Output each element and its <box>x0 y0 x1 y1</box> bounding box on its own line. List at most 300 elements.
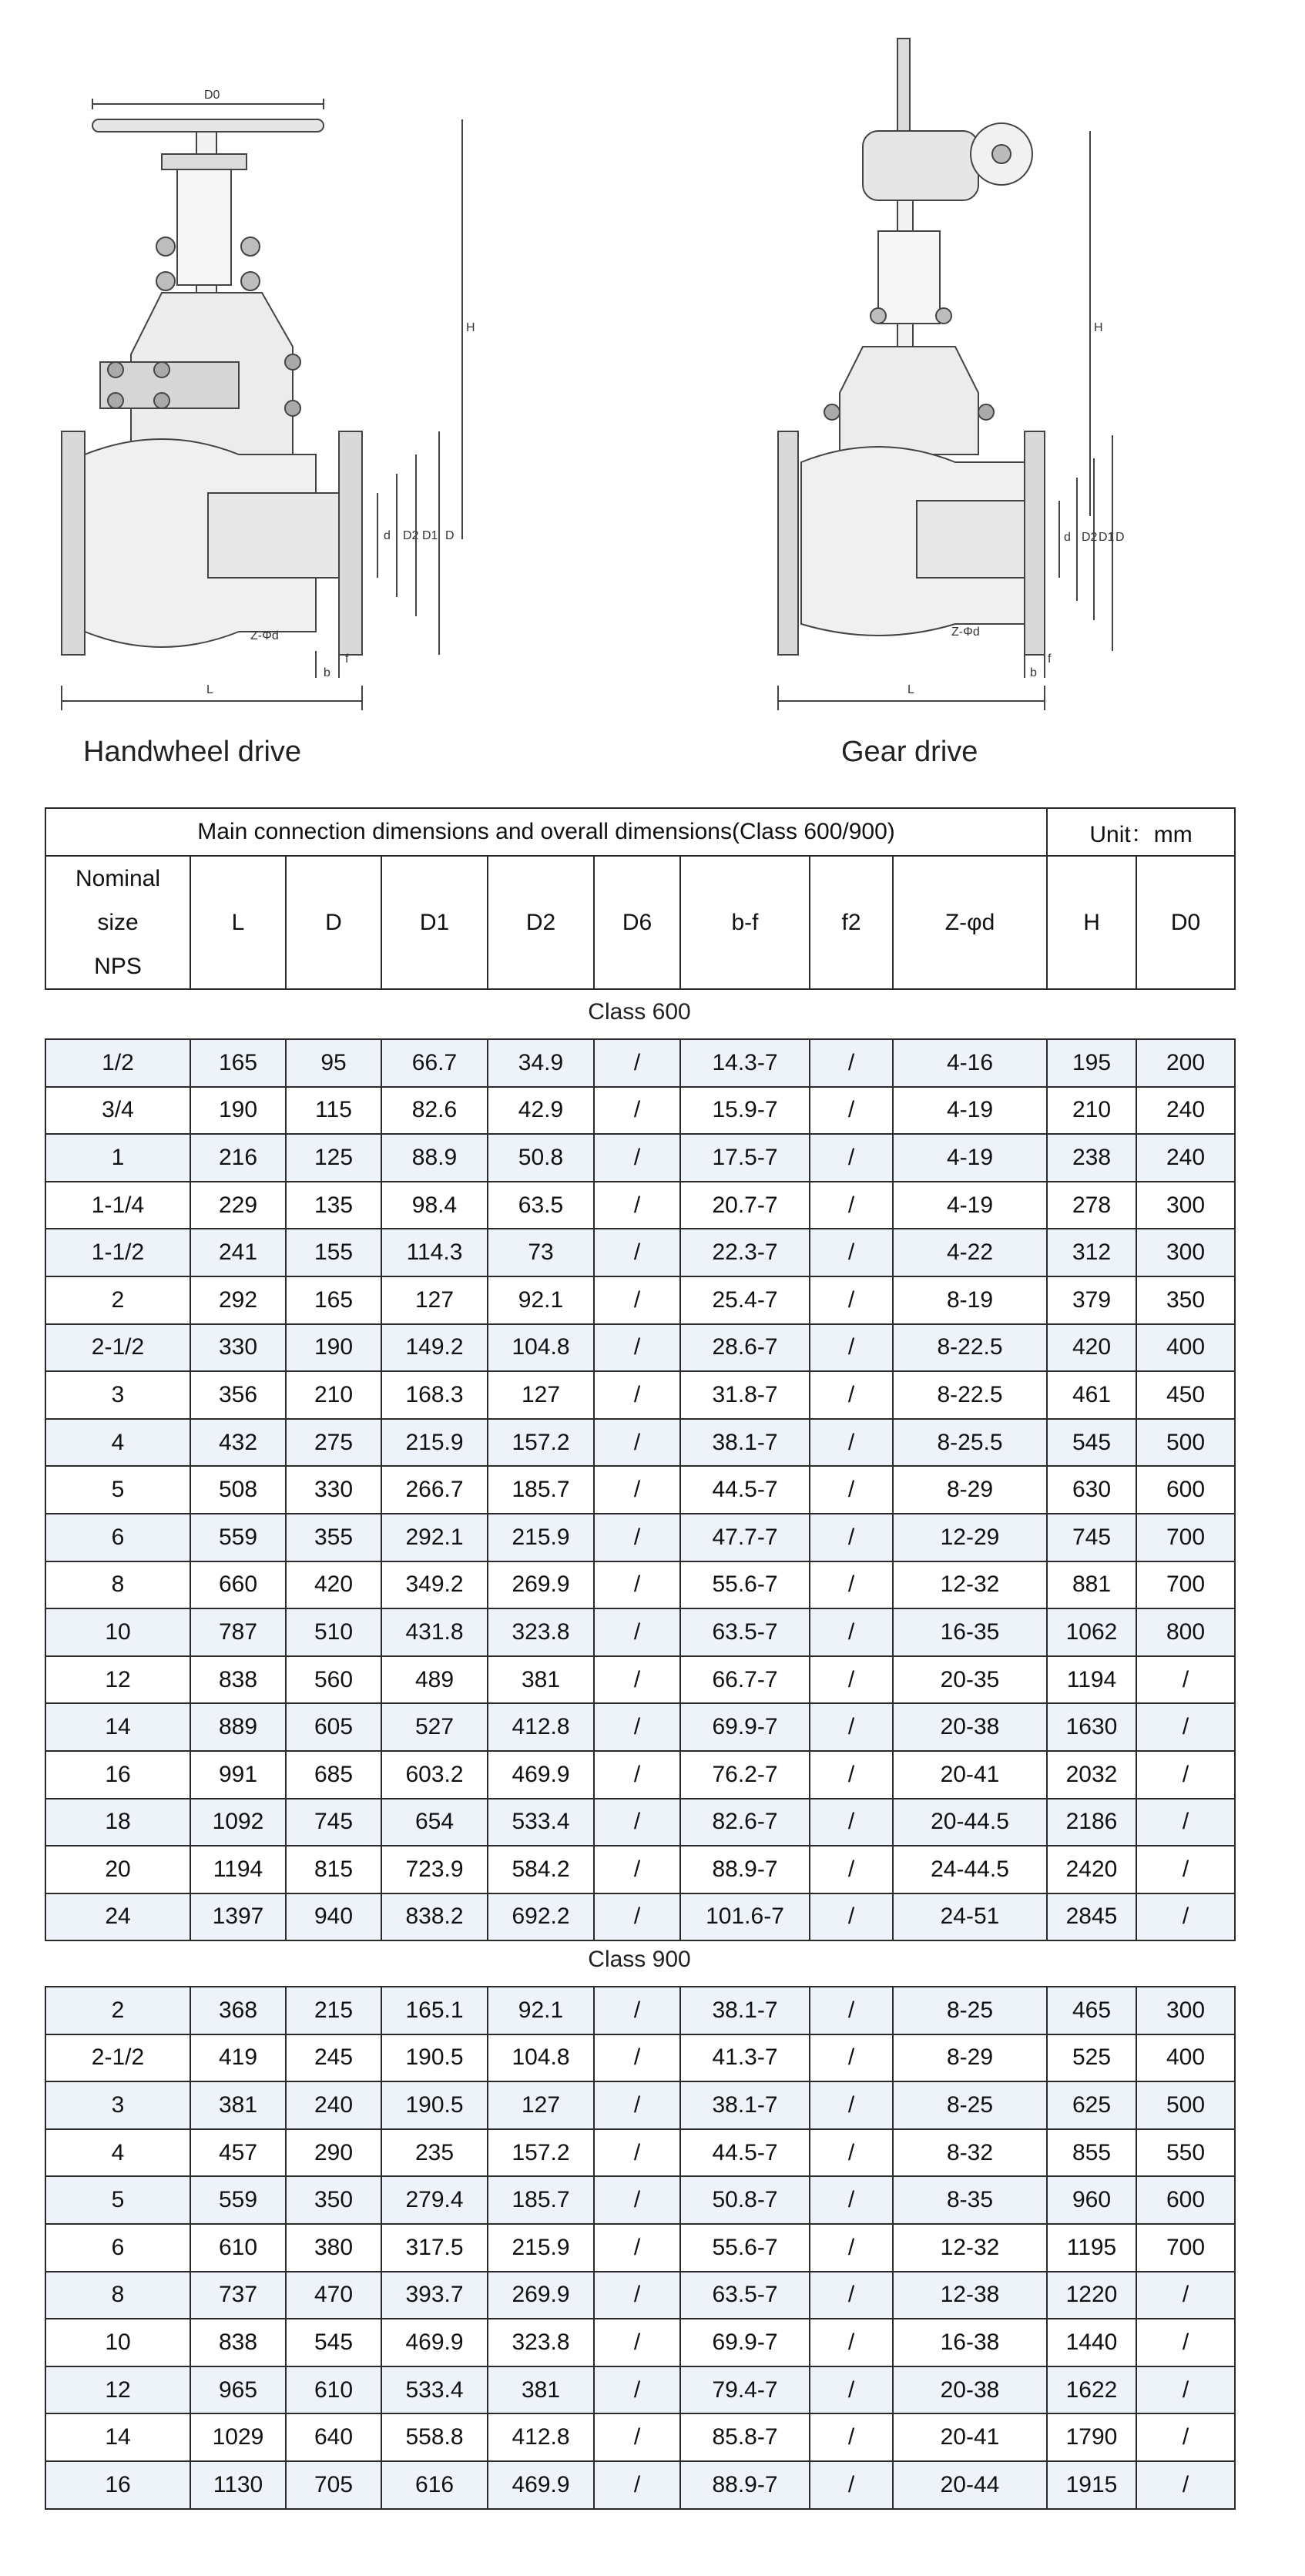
table-cell: 235 <box>381 2129 488 2177</box>
table-cell: 323.8 <box>488 2319 594 2366</box>
table-cell: 625 <box>1047 2081 1136 2129</box>
table-cell: 63.5-7 <box>680 2272 810 2319</box>
table-cell: 533.4 <box>381 2366 488 2414</box>
table-cell: / <box>1136 1893 1235 1941</box>
table-cell: / <box>810 2129 893 2177</box>
table-cell: 560 <box>286 1656 381 1704</box>
table-cell: 545 <box>1047 1419 1136 1467</box>
table-cell: 2-1/2 <box>45 2034 190 2082</box>
table-cell: 16 <box>45 1751 190 1799</box>
handwheel-drive-drawing <box>46 23 478 716</box>
column-header-d1: D1 <box>381 856 488 989</box>
table-cell: 38.1-7 <box>680 2081 810 2129</box>
table-row <box>45 2366 1235 2414</box>
table-cell: 510 <box>286 1608 381 1656</box>
table-cell: 550 <box>1136 2129 1235 2177</box>
table-cell: 20-44 <box>893 2461 1047 2509</box>
table-cell: 12 <box>45 1656 190 1704</box>
table-cell: 38.1-7 <box>680 1987 810 2034</box>
table-cell: 545 <box>286 2319 381 2366</box>
table-cell: 889 <box>190 1703 286 1751</box>
dim-d1-label: D1 <box>422 529 438 542</box>
table-row <box>45 1561 1235 1609</box>
table-cell: 787 <box>190 1608 286 1656</box>
table-cell: 6 <box>45 2224 190 2272</box>
table-cell: / <box>810 1229 893 1276</box>
table-cell: 44.5-7 <box>680 2129 810 2177</box>
dim-b-label: b <box>1030 666 1037 679</box>
table-cell: / <box>594 1561 680 1609</box>
table-cell: / <box>594 1229 680 1276</box>
table-cell: 705 <box>286 2461 381 2509</box>
table-cell: 82.6-7 <box>680 1799 810 1846</box>
table-cell: 380 <box>286 2224 381 2272</box>
table-cell: / <box>810 1703 893 1751</box>
table-cell: 157.2 <box>488 2129 594 2177</box>
table-cell: / <box>810 1419 893 1467</box>
table-cell: / <box>594 2461 680 2509</box>
table-row <box>45 1419 1235 1467</box>
table-cell: 12-29 <box>893 1514 1047 1561</box>
table-cell: 1194 <box>1047 1656 1136 1704</box>
table-cell: 10 <box>45 2319 190 2366</box>
table-cell: 20-41 <box>893 2413 1047 2461</box>
table-row <box>45 1751 1235 1799</box>
table-cell: 1092 <box>190 1799 286 1846</box>
table-cell: 4 <box>45 2129 190 2177</box>
table-cell: 14.3-7 <box>680 1039 810 1087</box>
table-cell: 630 <box>1047 1466 1136 1514</box>
dim-d-label: d <box>1064 531 1071 544</box>
column-header-f2: f2 <box>810 856 893 989</box>
table-cell: 368 <box>190 1987 286 2034</box>
table-cell: 115 <box>286 1087 381 1135</box>
table-cell: 12-32 <box>893 1561 1047 1609</box>
table-cell: / <box>594 1182 680 1229</box>
table-row <box>45 1608 1235 1656</box>
table-cell: / <box>1136 1846 1235 1893</box>
table-cell: 4-19 <box>893 1087 1047 1135</box>
table-cell: / <box>594 1799 680 1846</box>
table-row <box>45 1039 1235 1087</box>
table-cell: 210 <box>286 1371 381 1419</box>
table-cell: 10 <box>45 1608 190 1656</box>
table-row <box>45 1987 1235 2034</box>
table-cell: 50.8-7 <box>680 2176 810 2224</box>
table-cell: 700 <box>1136 1561 1235 1609</box>
table-cell: 1130 <box>190 2461 286 2509</box>
table-cell: 16 <box>45 2461 190 2509</box>
table-cell: 312 <box>1047 1229 1136 1276</box>
table-cell: 432 <box>190 1419 286 1467</box>
dim-d-outer-label: D <box>1115 531 1125 544</box>
dim-f-label: f <box>345 652 349 666</box>
table-cell: 47.7-7 <box>680 1514 810 1561</box>
table-cell: 379 <box>1047 1276 1136 1324</box>
table-cell: 1194 <box>190 1846 286 1893</box>
table-cell: 605 <box>286 1703 381 1751</box>
table-cell: 660 <box>190 1561 286 1609</box>
table-row <box>45 2129 1235 2177</box>
table-cell: / <box>810 1514 893 1561</box>
table-cell: 292 <box>190 1276 286 1324</box>
table-cell: 101.6-7 <box>680 1893 810 1941</box>
table-cell: / <box>810 1799 893 1846</box>
table-row <box>45 2176 1235 2224</box>
table-cell: 20-41 <box>893 1751 1047 1799</box>
table-row <box>45 1182 1235 1229</box>
table-cell: 815 <box>286 1846 381 1893</box>
column-header-d0: D0 <box>1136 856 1235 989</box>
table-cell: 559 <box>190 2176 286 2224</box>
table-cell: 610 <box>286 2366 381 2414</box>
table-cell: 330 <box>286 1466 381 1514</box>
table-cell: 229 <box>190 1182 286 1229</box>
table-cell: 965 <box>190 2366 286 2414</box>
class-900-table <box>45 1986 1236 2510</box>
table-cell: 85.8-7 <box>680 2413 810 2461</box>
table-cell: 723.9 <box>381 1846 488 1893</box>
table-cell: 31.8-7 <box>680 1371 810 1419</box>
table-cell: 165.1 <box>381 1987 488 2034</box>
table-cell: / <box>594 2034 680 2082</box>
dim-d-outer-label: D <box>445 529 455 542</box>
table-cell: 317.5 <box>381 2224 488 2272</box>
table-cell: 465 <box>1047 1987 1136 2034</box>
table-cell: 190.5 <box>381 2081 488 2129</box>
dim-d2-label: D2 <box>403 529 419 542</box>
table-row <box>45 2081 1235 2129</box>
column-header-d: D <box>286 856 381 989</box>
table-cell: 2-1/2 <box>45 1324 190 1372</box>
table-cell: / <box>1136 1799 1235 1846</box>
table-cell: 300 <box>1136 1182 1235 1229</box>
table-cell: 8-35 <box>893 2176 1047 2224</box>
table-cell: / <box>810 1039 893 1087</box>
column-header-z-phid: Z-φd <box>893 856 1047 989</box>
table-cell: 1220 <box>1047 2272 1136 2319</box>
table-cell: 127 <box>381 1276 488 1324</box>
table-cell: 457 <box>190 2129 286 2177</box>
table-cell: 300 <box>1136 1229 1235 1276</box>
table-cell: 1-1/2 <box>45 1229 190 1276</box>
table-cell: 20 <box>45 1846 190 1893</box>
table-cell: 350 <box>286 2176 381 2224</box>
table-cell: 216 <box>190 1134 286 1182</box>
table-cell: 2186 <box>1047 1799 1136 1846</box>
class-600-label: Class 600 <box>588 999 691 1025</box>
table-row <box>45 2413 1235 2461</box>
table-cell: 3/4 <box>45 1087 190 1135</box>
table-cell: 155 <box>286 1229 381 1276</box>
table-cell: / <box>594 2224 680 2272</box>
table-cell: 165 <box>286 1276 381 1324</box>
table-cell: 275 <box>286 1419 381 1467</box>
table-cell: 69.9-7 <box>680 2319 810 2366</box>
table-title: Main connection dimensions and overall dimensions(Class 600/900) <box>45 808 1047 856</box>
table-cell: 215.9 <box>381 1419 488 1467</box>
table-cell: / <box>810 2319 893 2366</box>
table-cell: 8-22.5 <box>893 1371 1047 1419</box>
table-cell: / <box>810 2413 893 2461</box>
table-cell: 34.9 <box>488 1039 594 1087</box>
table-cell: 400 <box>1136 2034 1235 2082</box>
table-cell: 610 <box>190 2224 286 2272</box>
table-cell: 18 <box>45 1799 190 1846</box>
column-header-l: L <box>190 856 286 989</box>
table-cell: 737 <box>190 2272 286 2319</box>
table-cell: / <box>594 1466 680 1514</box>
table-cell: 104.8 <box>488 2034 594 2082</box>
table-cell: 24-51 <box>893 1893 1047 1941</box>
table-cell: / <box>1136 2272 1235 2319</box>
table-cell: 500 <box>1136 1419 1235 1467</box>
dim-d-label: d <box>384 529 391 542</box>
table-cell: 381 <box>488 1656 594 1704</box>
table-cell: 22.3-7 <box>680 1229 810 1276</box>
table-cell: 1630 <box>1047 1703 1136 1751</box>
table-cell: / <box>1136 1751 1235 1799</box>
table-cell: 654 <box>381 1799 488 1846</box>
table-cell: 489 <box>381 1656 488 1704</box>
table-cell: 2420 <box>1047 1846 1136 1893</box>
table-cell: / <box>594 1087 680 1135</box>
gear-drive-caption: Gear drive <box>841 736 978 768</box>
table-cell: 185.7 <box>488 2176 594 2224</box>
table-cell: 400 <box>1136 1324 1235 1372</box>
table-cell: 8-29 <box>893 2034 1047 2082</box>
table-cell: / <box>1136 1656 1235 1704</box>
table-cell: 5 <box>45 2176 190 2224</box>
table-row <box>45 1703 1235 1751</box>
table-cell: 420 <box>1047 1324 1136 1372</box>
table-cell: 881 <box>1047 1561 1136 1609</box>
table-cell: / <box>810 1466 893 1514</box>
table-cell: 44.5-7 <box>680 1466 810 1514</box>
table-cell: 28.6-7 <box>680 1324 810 1372</box>
table-cell: 960 <box>1047 2176 1136 2224</box>
table-row <box>45 2319 1235 2366</box>
table-cell: / <box>810 1276 893 1324</box>
dim-l-label: L <box>907 683 914 696</box>
table-cell: 700 <box>1136 2224 1235 2272</box>
table-cell: 127 <box>488 1371 594 1419</box>
table-cell: 640 <box>286 2413 381 2461</box>
table-cell: 8-32 <box>893 2129 1047 2177</box>
table-cell: 8-25.5 <box>893 1419 1047 1467</box>
table-cell: 63.5 <box>488 1182 594 1229</box>
dim-h-label: H <box>466 321 475 334</box>
table-cell: 38.1-7 <box>680 1419 810 1467</box>
table-cell: 195 <box>1047 1039 1136 1087</box>
table-cell: 157.2 <box>488 1419 594 1467</box>
table-cell: 4-19 <box>893 1182 1047 1229</box>
table-cell: 469.9 <box>488 2461 594 2509</box>
table-cell: 76.2-7 <box>680 1751 810 1799</box>
table-cell: 279.4 <box>381 2176 488 2224</box>
table-cell: 55.6-7 <box>680 2224 810 2272</box>
table-cell: / <box>810 1656 893 1704</box>
table-cell: 855 <box>1047 2129 1136 2177</box>
table-cell: 2 <box>45 1276 190 1324</box>
table-cell: 215.9 <box>488 1514 594 1561</box>
column-header-h: H <box>1047 856 1136 989</box>
table-cell: / <box>810 1987 893 2034</box>
table-cell: / <box>810 1371 893 1419</box>
table-cell: / <box>594 1419 680 1467</box>
table-cell: 1440 <box>1047 2319 1136 2366</box>
table-cell: / <box>1136 2461 1235 2509</box>
table-cell: 2032 <box>1047 1751 1136 1799</box>
table-cell: 525 <box>1047 2034 1136 2082</box>
table-cell: 8-19 <box>893 1276 1047 1324</box>
table-cell: 500 <box>1136 2081 1235 2129</box>
column-header-nps <box>45 856 190 989</box>
table-cell: / <box>594 1371 680 1419</box>
table-cell: 838.2 <box>381 1893 488 1941</box>
table-cell: / <box>594 2081 680 2129</box>
table-row <box>45 2461 1235 2509</box>
table-cell: 14 <box>45 1703 190 1751</box>
table-cell: 469.9 <box>381 2319 488 2366</box>
table-cell: 3 <box>45 1371 190 1419</box>
table-cell: / <box>1136 1703 1235 1751</box>
table-cell: 4-22 <box>893 1229 1047 1276</box>
gear-drive-drawing <box>770 23 1125 716</box>
nps-line: Nominal <box>75 866 161 891</box>
table-cell: / <box>810 1324 893 1372</box>
table-cell: 412.8 <box>488 1703 594 1751</box>
table-row <box>45 1893 1235 1941</box>
table-cell: 1195 <box>1047 2224 1136 2272</box>
table-cell: 461 <box>1047 1371 1136 1419</box>
table-cell: 4-16 <box>893 1039 1047 1087</box>
table-cell: 95 <box>286 1039 381 1087</box>
table-cell: 8 <box>45 1561 190 1609</box>
table-cell: 692.2 <box>488 1893 594 1941</box>
table-cell: 69.9-7 <box>680 1703 810 1751</box>
table-cell: 50.8 <box>488 1134 594 1182</box>
table-cell: 356 <box>190 1371 286 1419</box>
table-cell: 12-38 <box>893 2272 1047 2319</box>
table-cell: / <box>810 2272 893 2319</box>
table-cell: / <box>594 1751 680 1799</box>
table-cell: 14 <box>45 2413 190 2461</box>
table-cell: 125 <box>286 1134 381 1182</box>
nps-line: NPS <box>94 954 142 979</box>
table-cell: 838 <box>190 2319 286 2366</box>
table-cell: / <box>594 1324 680 1372</box>
table-cell: 266.7 <box>381 1466 488 1514</box>
table-cell: 20-44.5 <box>893 1799 1047 1846</box>
table-cell: 98.4 <box>381 1182 488 1229</box>
table-cell: 12-32 <box>893 2224 1047 2272</box>
table-cell: 210 <box>1047 1087 1136 1135</box>
table-cell: 16-35 <box>893 1608 1047 1656</box>
table-cell: / <box>810 1182 893 1229</box>
table-cell: / <box>1136 2413 1235 2461</box>
table-cell: 12 <box>45 2366 190 2414</box>
dim-l-label: L <box>206 683 213 696</box>
table-cell: 1397 <box>190 1893 286 1941</box>
table-cell: 278 <box>1047 1182 1136 1229</box>
dim-h-label: H <box>1094 321 1103 334</box>
table-cell: 238 <box>1047 1134 1136 1182</box>
table-cell: 600 <box>1136 1466 1235 1514</box>
table-cell: 8 <box>45 2272 190 2319</box>
table-cell: 17.5-7 <box>680 1134 810 1182</box>
table-cell: / <box>594 1846 680 1893</box>
table-cell: 25.4-7 <box>680 1276 810 1324</box>
column-header-d6: D6 <box>594 856 680 989</box>
table-cell: 149.2 <box>381 1324 488 1372</box>
table-cell: 1029 <box>190 2413 286 2461</box>
table-cell: 104.8 <box>488 1324 594 1372</box>
table-cell: / <box>594 2366 680 2414</box>
table-cell: 240 <box>286 2081 381 2129</box>
table-cell: 42.9 <box>488 1087 594 1135</box>
table-cell: 73 <box>488 1229 594 1276</box>
class-600-table <box>45 1038 1236 1941</box>
dim-d0-label: D0 <box>204 89 220 102</box>
table-cell: 66.7 <box>381 1039 488 1087</box>
table-cell: 381 <box>488 2366 594 2414</box>
table-cell: 20-38 <box>893 1703 1047 1751</box>
table-cell: 1915 <box>1047 2461 1136 2509</box>
table-row <box>45 2224 1235 2272</box>
table-cell: / <box>810 2081 893 2129</box>
table-cell: 1/2 <box>45 1039 190 1087</box>
table-cell: 412.8 <box>488 2413 594 2461</box>
table-cell: 1622 <box>1047 2366 1136 2414</box>
dim-zphid-label: Z-Φd <box>250 629 279 642</box>
table-row <box>45 1087 1235 1135</box>
table-cell: / <box>810 1134 893 1182</box>
table-cell: / <box>810 2224 893 2272</box>
table-cell: 8-25 <box>893 1987 1047 2034</box>
dimensions-table-header <box>45 807 1236 990</box>
dim-d2-label: D2 <box>1082 531 1098 544</box>
table-cell: 88.9-7 <box>680 1846 810 1893</box>
table-cell: 838 <box>190 1656 286 1704</box>
table-cell: 240 <box>1136 1134 1235 1182</box>
table-cell: 323.8 <box>488 1608 594 1656</box>
table-cell: 190 <box>286 1324 381 1372</box>
table-cell: / <box>810 1893 893 1941</box>
table-row <box>45 1466 1235 1514</box>
table-cell: 8-29 <box>893 1466 1047 1514</box>
table-cell: 88.9-7 <box>680 2461 810 2509</box>
table-cell: 24 <box>45 1893 190 1941</box>
table-cell: / <box>594 1276 680 1324</box>
table-cell: / <box>810 1846 893 1893</box>
table-cell: 1790 <box>1047 2413 1136 2461</box>
table-cell: 330 <box>190 1324 286 1372</box>
table-cell: 745 <box>1047 1514 1136 1561</box>
table-cell: 745 <box>286 1799 381 1846</box>
table-cell: 5 <box>45 1466 190 1514</box>
table-cell: 41.3-7 <box>680 2034 810 2082</box>
table-cell: 20-38 <box>893 2366 1047 2414</box>
table-cell: / <box>594 2319 680 2366</box>
table-cell: 185.7 <box>488 1466 594 1514</box>
table-row <box>45 1514 1235 1561</box>
table-cell: / <box>594 2413 680 2461</box>
table-cell: 92.1 <box>488 1276 594 1324</box>
table-cell: / <box>810 2034 893 2082</box>
table-cell: 290 <box>286 2129 381 2177</box>
table-row <box>45 1324 1235 1372</box>
